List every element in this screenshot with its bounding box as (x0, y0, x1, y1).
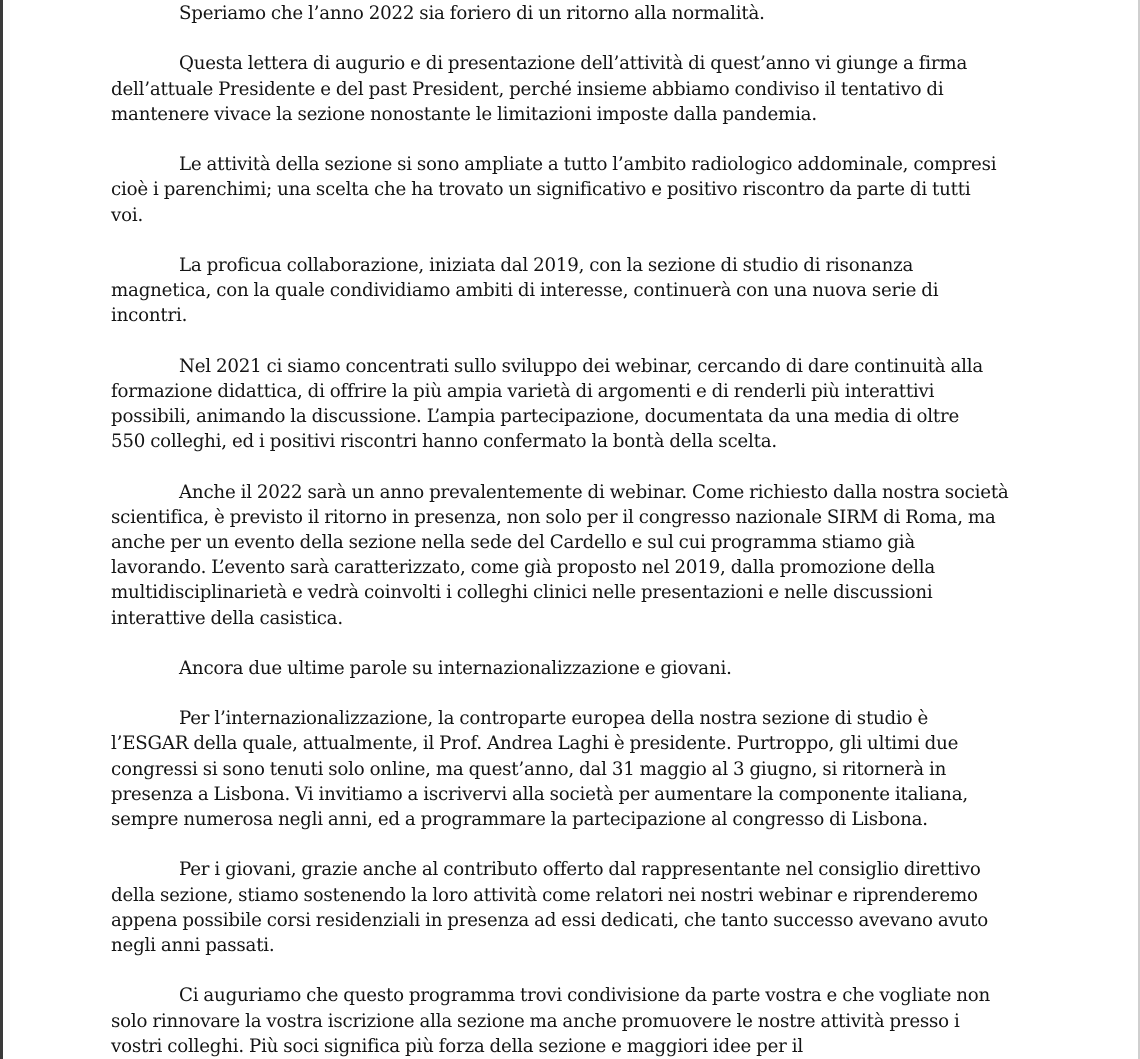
paragraph-line: dell’attuale Presidente e del past President, perché insieme abbiamo condiviso il tentativo di (111, 78, 944, 100)
paragraph-line: presenza a Lisbona. Vi invitiamo a iscrivervi alla società per aumentare la componente italiana, (111, 783, 968, 805)
paragraph-line: Questa lettera di augurio e di presentazione dell’attività di quest’anno vi giunge a firma (179, 53, 968, 75)
paragraph-line: Ci auguriamo che questo programma trovi condivisione da parte vostra e che vogliate non (179, 985, 991, 1007)
paragraph-line: solo rinnovare la vostra iscrizione alla sezione ma anche promuovere le nostre attività presso i (111, 1010, 960, 1032)
letter-paragraph (111, 354, 1051, 455)
paragraph-line: voi. (111, 204, 144, 226)
letter-paragraph (111, 51, 1051, 127)
paragraph-line: congressi si sono tenuti solo online, ma quest’anno, dal 31 maggio al 3 giugno, si ritornerà in (111, 758, 947, 780)
letter-paragraph (111, 857, 1051, 958)
letter-paragraph (111, 480, 1051, 631)
paragraph-line: incontri. (111, 305, 188, 327)
letter-paragraph (111, 1, 1051, 26)
letter-paragraph (111, 656, 1051, 681)
paragraph-line: mantenere vivace la sezione nonostante le limitazioni imposte dalla pandemia. (111, 103, 817, 125)
letter-paragraph (111, 152, 1051, 228)
paragraph-line: vostri colleghi. Più soci significa più forza della sezione e maggiori idee per il (111, 1035, 803, 1057)
paragraph-line: formazione didattica, di offrire la più ampia varietà di argomenti e di renderli più interattivi (111, 380, 935, 402)
paragraph-line: sempre numerosa negli anni, ed a programmare la partecipazione al congresso di Lisbona. (111, 809, 928, 830)
paragraph-line: interattive della casistica. (111, 607, 343, 629)
paragraph-line: lavorando. L’evento sarà caratterizzato, come già proposto nel 2019, dalla promozione della (111, 557, 936, 579)
paragraph-line: scientifica, è previsto il ritorno in presenza, non solo per il congresso nazionale SIRM di Roma, ma (111, 506, 996, 528)
paragraph-line: Anche il 2022 sarà un anno prevalentemente di webinar. Come richiesto dalla nostra società (179, 481, 1009, 503)
paragraph-line: Per i giovani, grazie anche al contributo offerto dal rappresentante nel consiglio direttivo (179, 859, 981, 881)
paragraph-line: appena possibile corsi residenziali in presenza ad essi dedicati, che tanto successo avevano avuto (111, 909, 988, 931)
paragraph-line: possibili, animando la discussione. L’ampia partecipazione, documentata da una media di oltre (111, 406, 960, 427)
paragraph-line: Ancora due ultime parole su internazionalizzazione e giovani. (179, 657, 732, 679)
paragraph-line: della sezione, stiamo sostenendo la loro attività come relatori nei nostri webinar e riprenderemo (111, 884, 978, 906)
paragraph-line: cioè i parenchimi; una scelta che ha trovato un significativo e positivo riscontro da parte di tutti (111, 179, 971, 201)
letter-paragraph (111, 983, 1051, 1059)
letter-paragraph (111, 253, 1051, 329)
paragraph-line: La proficua collaborazione, iniziata dal 2019, con la sezione di studio di risonanza (179, 254, 914, 276)
paragraph-line: negli anni passati. (111, 934, 275, 956)
paragraph-line: anche per un evento della sezione nella sede del Cardello e sul cui programma stiamo già (111, 531, 916, 553)
paragraph-line: Le attività della sezione si sono ampliate a tutto l’ambito radiologico addominale, compresi (179, 154, 997, 176)
paragraph-line: l’ESGAR della quale, attualmente, il Prof. Andrea Laghi è presidente. Purtroppo, gli ultimi due (111, 733, 959, 755)
paragraph-line: 550 colleghi, ed i positivi riscontri hanno confermato la bontà della scelta. (111, 431, 777, 453)
paragraph-line: magnetica, con la quale condividiamo ambiti di interesse, continuerà con una nuova serie di (111, 280, 939, 302)
paragraph-line: multidisciplinarietà e vedrà coinvolti i colleghi clinici nelle presentazioni e nelle discussioni (111, 582, 933, 604)
paragraph-line: Speriamo che l’anno 2022 sia foriero di un ritorno alla normalità. (179, 3, 765, 24)
letter-paragraph (111, 706, 1051, 832)
letter-body (3, 0, 1051, 1059)
paragraph-line: Nel 2021 ci siamo concentrati sullo sviluppo dei webinar, cercando di dare continuità alla (179, 355, 984, 377)
paragraph-line: Per l’internazionalizzazione, la controparte europea della nostra sezione di studio è (179, 708, 929, 730)
